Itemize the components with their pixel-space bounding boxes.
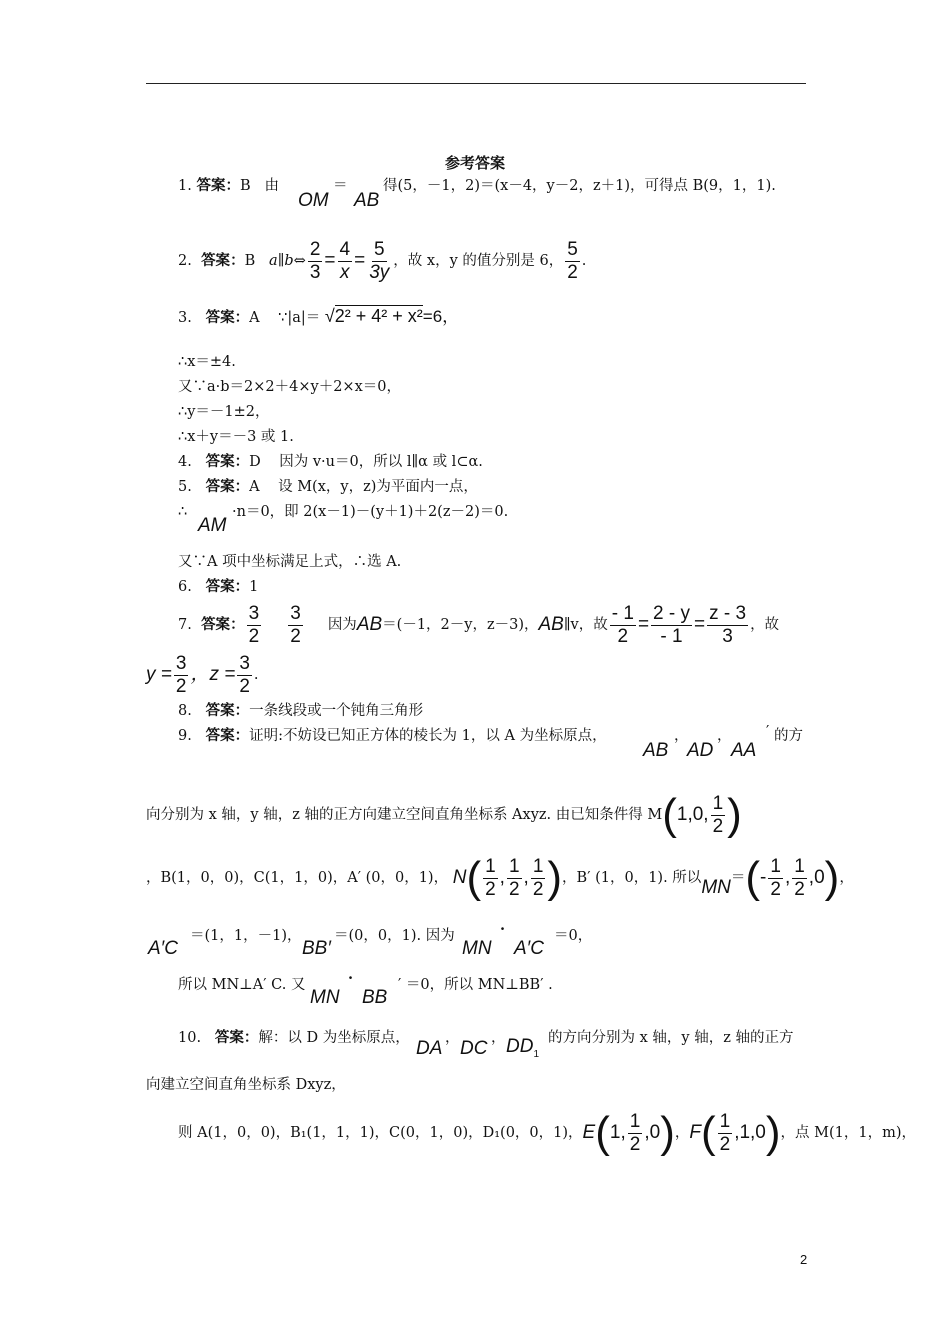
q9-text-2: 的方	[774, 728, 803, 744]
z-equals: ，z =	[190, 664, 236, 685]
q9-bb-value: ＝(0，0，1). 因为	[334, 928, 455, 944]
vector-bb-prime: BB′	[302, 938, 331, 959]
q3-choice: A	[249, 310, 260, 326]
q7-line: 7. 答案 ： $\frac{3}{2}$ $\frac{3}{2}$ 因为 AB ＝(－1，2－y，z－3)， AB ∥v，故 $\frac{- 1}{2}$ = $\frac{2 - y}{- 1}$ = $\frac{z - 3}{3}$ ，故	[178, 602, 780, 647]
vector-dc: DC	[460, 1038, 488, 1059]
q9-ac-value: ＝(1，1，－1)，	[190, 928, 302, 944]
answer-label: 答案	[196, 178, 226, 194]
q9-perp-1: ＝0，	[554, 928, 593, 944]
q5-text-2: ·n＝0，即 2(x－1)－(y＋1)＋2(z－2)＝0.	[232, 504, 509, 520]
dot-operator: ·	[500, 921, 506, 938]
answer-label: 答案	[205, 310, 235, 326]
vector-ad: AD	[687, 740, 714, 761]
vector-om: OM	[298, 190, 329, 211]
fraction: $\frac{3}{2}$	[290, 602, 301, 647]
q1-eq: ＝	[333, 178, 348, 194]
q4-text: 因为 v·u＝0，所以 l∥α 或 l⊂α.	[279, 454, 483, 470]
q2-text-2: ，故 x，y 的值分别是 6，	[393, 253, 564, 269]
q9-text-3: 向分别为 x 轴，y 轴，z 轴的正方向建立空间直角坐标系 Axyz. 由已知条件得 M	[146, 807, 663, 823]
prime-mark: ′	[766, 724, 770, 740]
y-equals: y =	[146, 664, 172, 685]
vector-mn: MN	[462, 938, 492, 959]
fraction: $\frac{1}{2}$	[770, 855, 781, 900]
q2-line: 2. 答案 ： B a∥b⇔ $\frac{2}{3}$ = $\frac{4}{x}$ = $\frac{5}{3y}$ ，故 x，y 的值分别是 6， $\frac{5}{2}$ .	[178, 238, 587, 283]
point-n-label: N	[452, 867, 467, 888]
q10-number: 10.	[178, 1030, 202, 1046]
fraction: $\frac{4}{x}$	[339, 238, 351, 283]
q9-line-3: ，B(1，0，0)，C(1，1，0)，A′ (0，0，1)， N ( $\frac{1}{2}$ , $\frac{1}{2}$ , $\frac{1}{2}$ ) ，B′ (1，0，1). 所以 MN ＝ ( - $\frac{1}{2}$ , $\frac{1}{2}$ ,0 ) ，	[146, 853, 854, 902]
q5-choice: A	[249, 479, 260, 495]
q9-line: 9. 答案：证明:不妨设已知正方体的棱长为 1，以 A 为坐标原点，	[178, 728, 607, 744]
q6-number: 6.	[178, 579, 192, 595]
vector-bb: BB	[362, 987, 388, 1008]
q2-end: .	[581, 253, 587, 269]
vector-mn: MN	[310, 987, 340, 1008]
q1-line: 1. 答案：B 由	[178, 178, 279, 194]
q10-text-3: 向建立空间直角坐标系 Dxyz，	[146, 1077, 346, 1093]
fraction: $\frac{2}{3}$	[309, 238, 321, 283]
q8-answer: 一条线段或一个钝角三角形	[249, 703, 424, 719]
q2-text: a∥b⇔	[269, 253, 306, 269]
fraction: $\frac{1}{2}$	[794, 855, 805, 900]
sqrt-expression: √2² + 4² + x²	[324, 306, 423, 326]
q5-line: 5. 答案：A 设 M(x，y，z)为平面内一点，	[178, 479, 478, 495]
q1-text: 由	[264, 178, 279, 194]
q3-text: ∵|a|＝	[278, 310, 321, 326]
vector-aa: AA	[731, 740, 757, 761]
q9-points: ，B(1，0，0)，C(1，1，0)，A′ (0，0，1)，	[146, 870, 449, 886]
q3-step: ∴x＋y＝－3 或 1.	[178, 429, 294, 445]
fraction: $\frac{1}{2}$	[719, 1110, 731, 1155]
mn-tail: ,0	[808, 867, 825, 888]
answer-label: 答案	[201, 617, 231, 633]
q6-line: 6. 答案：1	[178, 579, 259, 595]
point-m-coords: 1,0,	[676, 804, 709, 825]
q9-line-2: 向分别为 x 轴，y 轴，z 轴的正方向建立空间直角坐标系 Axyz. 由已知条件得 M ( 1,0, $\frac{1}{2}$ )	[146, 790, 742, 839]
answer-label: 答案	[205, 479, 235, 495]
point-f-label: F	[689, 1122, 701, 1143]
q1-text-2: 得(5，－1，2)＝(x－4，y－2，z＋1)，可得点 B(9，1，1).	[383, 178, 776, 194]
q10-text: 解：以 D 为坐标原点，	[258, 1030, 410, 1046]
q4-choice: D	[249, 454, 261, 470]
fraction: $\frac{3}{2}$	[175, 652, 187, 697]
vector-ab: AB	[356, 614, 383, 635]
point-e-label: E	[582, 1122, 596, 1143]
therefore-symbol: ∴	[178, 504, 188, 520]
q7-text-3: ∥v，故	[563, 617, 608, 633]
header-rule	[146, 83, 806, 84]
q10-text-2: 的方向分别为 x 轴，y 轴，z 轴的正方	[548, 1030, 794, 1046]
q3-number: 3.	[178, 310, 192, 326]
q7-number: 7.	[178, 617, 192, 633]
page-number: 2	[800, 1252, 808, 1267]
vector-ab: AB	[354, 190, 380, 211]
vector-ab: AB	[643, 740, 669, 761]
fraction: $\frac{3}{2}$	[248, 602, 260, 647]
fraction: $\frac{1}{2}$	[712, 792, 724, 837]
fraction: $\frac{5}{2}$	[567, 238, 578, 283]
q4-line: 4. 答案：D 因为 v·u＝0，所以 l∥α 或 l⊂α.	[178, 454, 483, 470]
fraction: $\frac{1}{2}$	[508, 855, 520, 900]
fraction: $\frac{- 1}{2}$	[611, 602, 634, 647]
dot-operator: ·	[348, 970, 354, 987]
minus-sign: -	[760, 867, 767, 888]
q7-text: 因为	[327, 617, 357, 633]
vector-da: DA	[416, 1038, 443, 1059]
vector-dd1: $DD_1$	[506, 1036, 540, 1060]
q8-line: 8. 答案：一条线段或一个钝角三角形	[178, 703, 424, 719]
answer-label: 答案	[201, 253, 231, 269]
q1-choice: B	[239, 178, 251, 194]
fraction: $\frac{z - 3}{3}$	[709, 602, 747, 647]
q9-number: 9.	[178, 728, 192, 744]
q9-text: 证明:不妨设已知正方体的棱长为 1，以 A 为坐标原点，	[249, 728, 607, 744]
answer-label: 答案	[214, 1030, 244, 1046]
answer-label: 答案	[205, 728, 235, 744]
q2-choice: B	[244, 253, 256, 269]
fraction: $\frac{1}{2}$	[629, 1110, 641, 1155]
answer-label: 答案	[205, 454, 235, 470]
q3-step: ∴x＝±4.	[178, 354, 236, 370]
q1-number: 1.	[178, 178, 192, 194]
q10-points: 则 A(1，0，0)，B₁(1，1，1)，C(0，1，0)，D₁(0，0，1)，	[178, 1125, 583, 1141]
q10-line-3: 则 A(1，0，0)，B₁(1，1，1)，C(0，1，0)，D₁(0，0，1)， E ( 1, $\frac{1}{2}$ ,0 ) ， F ( $\frac{1}{2}$ ,1,0 ) ，点 M(1，1，m)，	[178, 1108, 917, 1157]
vector-mn: MN	[701, 877, 731, 898]
fraction: $\frac{2 - y}{- 1}$	[653, 602, 690, 647]
q3-step: ∴y＝－1±2，	[178, 404, 270, 420]
q7-result-line	[146, 650, 259, 700]
fraction: $\frac{1}{2}$	[485, 855, 496, 900]
answer-label: 答案	[205, 579, 235, 595]
vector-ab: AB	[538, 614, 564, 635]
q10-line: 10. 答案：解：以 D 为坐标原点，	[178, 1030, 410, 1046]
q7-end: .	[253, 667, 259, 683]
q7-text-2: ＝(－1，2－y，z－3)，	[382, 617, 539, 633]
fraction: $\frac{5}{3y}$	[369, 238, 390, 283]
fraction: $\frac{1}{2}$	[532, 855, 544, 900]
comma: ，	[839, 870, 854, 886]
q9-text-4: ，B′ (1，0，1). 所以	[562, 870, 702, 886]
q3-line: 3. 答案：A ∵|a|＝ √2² + 4² + x²=6，	[178, 306, 460, 326]
vector-a-prime-c: A′C	[514, 938, 544, 959]
answer-label: 答案	[205, 703, 235, 719]
q7-text-4: ，故	[750, 617, 780, 633]
page-title: 参考答案	[444, 154, 505, 172]
vector-a-prime-c: A′C	[148, 938, 178, 959]
q10-text-4: ，点 M(1，1，m)，	[780, 1125, 917, 1141]
q5-text: 设 M(x，y，z)为平面内一点，	[278, 479, 478, 495]
q2-number: 2.	[178, 253, 192, 269]
q5-text-3: 又∵A 项中坐标满足上式，∴选 A.	[178, 554, 402, 570]
q5-number: 5.	[178, 479, 192, 495]
q3-step: 又∵a·b＝2×2＋4×y＋2×x＝0，	[178, 379, 401, 395]
q8-number: 8.	[178, 703, 192, 719]
fraction: $\frac{3}{2}$	[239, 652, 250, 697]
q4-number: 4.	[178, 454, 192, 470]
q3-result: =6，	[422, 307, 460, 326]
equals: ＝	[730, 870, 746, 886]
q9-conclusion-1: 所以 MN⊥A′ C. 又	[178, 977, 306, 993]
vector-am: AM	[198, 515, 227, 536]
q6-answer: 1	[249, 579, 259, 595]
q9-conclusion-2: ′ ＝0，所以 MN⊥BB′ .	[398, 977, 553, 993]
